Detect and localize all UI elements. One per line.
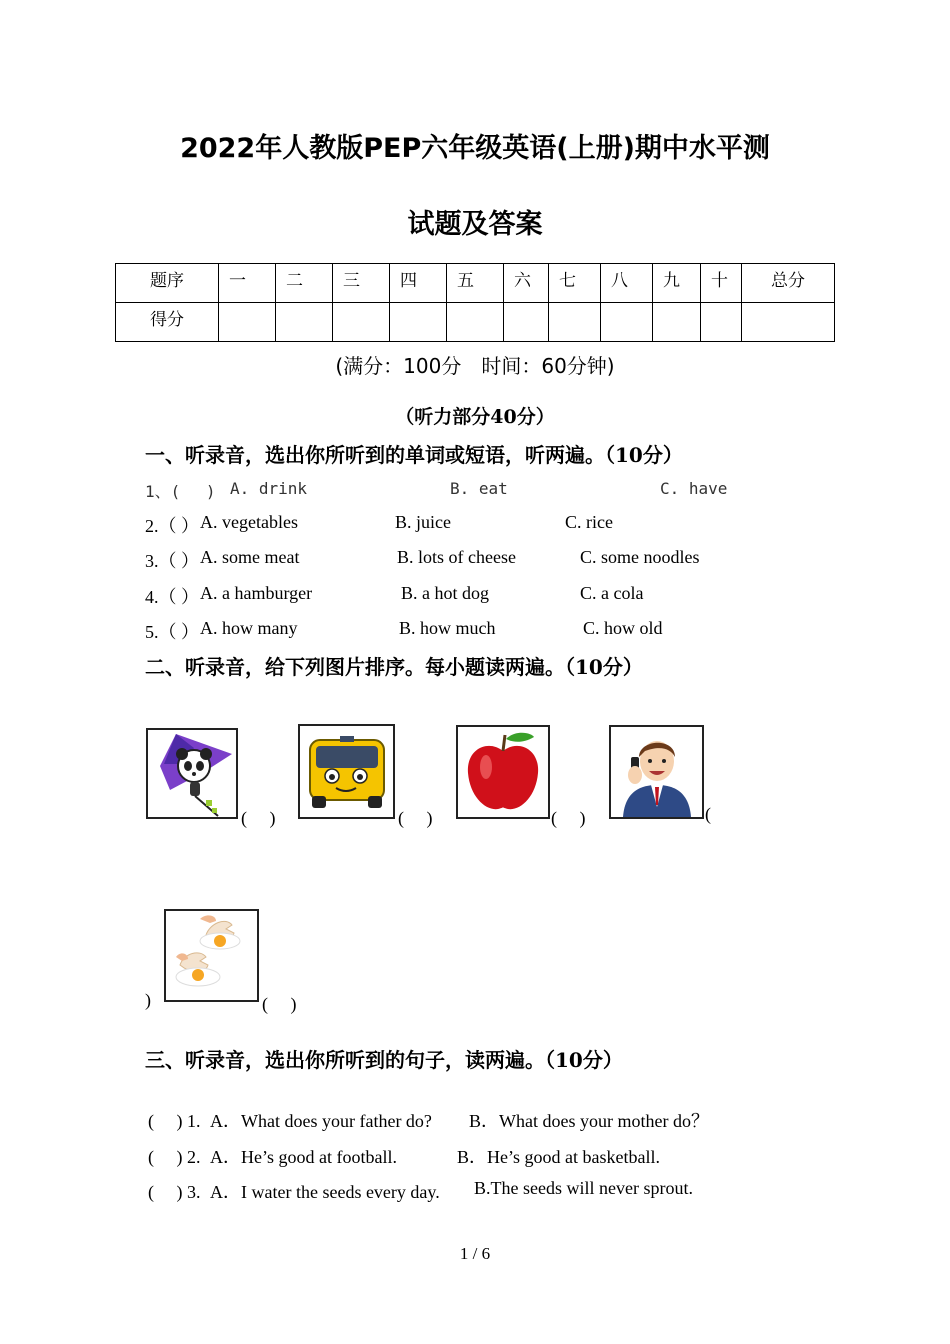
picture-man-phone [609,725,704,819]
table-cell: 七 [549,264,601,303]
answer-paren-1[interactable]: ( ) [241,808,276,828]
s3-q2-option-b[interactable]: B．He’s good at basketball. [457,1147,660,1167]
doc-title-line1: 2022年人教版PEP六年级英语(上册)期中水平测 [180,133,770,164]
bus-icon [300,726,393,817]
score-cell[interactable] [549,303,601,342]
score-cell[interactable] [504,303,549,342]
table-cell: 四 [390,264,447,303]
s3-q1-number: ( ) 1. [148,1111,201,1131]
score-table [115,263,835,342]
apple-icon [458,727,548,817]
score-cell[interactable] [390,303,447,342]
section2-heading: 二、听录音，给下列图片排序。每小题读两遍。（10分） [145,655,643,679]
q1-option-b[interactable]: B. eat [450,479,508,498]
s3-q2-number: ( ) 2. [148,1147,201,1167]
s3-q1-option-b[interactable]: B．What does your mother do？ [469,1111,709,1131]
q1-option-c[interactable]: C. have [660,479,728,498]
answer-paren-4-close[interactable]: ) [145,990,151,1010]
q3-option-b[interactable]: B. lots of cheese [397,547,516,567]
section1-heading: 一、听录音，选出你所听到的单词或短语，听两遍。（10分） [145,443,683,467]
q5-option-c[interactable]: C. how old [583,618,663,638]
eggs-icon [166,911,257,1000]
table-cell: 一 [219,264,276,303]
picture-bus [298,724,395,819]
table-cell: 五 [447,264,504,303]
s3-q1-option-a[interactable]: A．What does your father do? [210,1111,432,1131]
q2-option-b[interactable]: B. juice [395,512,451,532]
table-cell: 题序 [116,264,219,303]
score-cell[interactable] [219,303,276,342]
q5-option-b[interactable]: B. how much [399,618,496,638]
score-cell[interactable] [653,303,701,342]
table-cell: 二 [276,264,333,303]
table-cell: 六 [504,264,549,303]
table-cell: 总分 [742,264,835,303]
exam-info: (满分：100分 时间：60分钟) [335,354,615,378]
q2-option-c[interactable]: C. rice [565,512,613,532]
answer-paren-2[interactable]: ( ) [398,808,433,828]
s3-q3-option-a[interactable]: A．I water the seeds every day. [210,1182,440,1202]
answer-paren-5[interactable]: ( ) [262,994,297,1014]
panda-kite-icon [148,730,236,817]
s3-q3-number: ( ) 3. [148,1182,201,1202]
doc-title-line2: 试题及答案 [407,209,543,240]
score-cell[interactable] [333,303,390,342]
s3-q3-option-b[interactable]: B.The seeds will never sprout. [474,1178,693,1198]
listening-header: （听力部分40分） [395,406,555,428]
picture-apple [456,725,550,819]
table-cell: 九 [653,264,701,303]
man-phone-icon [611,727,702,817]
picture-panda-kite [146,728,238,819]
q4-option-b[interactable]: B. a hot dog [401,583,489,603]
section3-heading: 三、听录音，选出你所听到的句子，读两遍。（10分） [145,1048,623,1072]
q4-number: 4.（ ） [145,587,199,607]
score-cell[interactable] [701,303,742,342]
score-cell[interactable] [447,303,504,342]
q4-option-a[interactable]: A. a hamburger [200,583,313,603]
q3-option-a[interactable]: A. some meat [200,547,300,567]
score-cell[interactable] [742,303,835,342]
q1-option-a[interactable]: A. drink [230,479,308,498]
score-cell[interactable] [601,303,653,342]
table-cell: 十 [701,264,742,303]
q1-number: 1、( ) [145,482,216,501]
table-cell: 得分 [116,303,219,342]
page-number: 1 / 6 [459,1244,491,1263]
q2-number: 2.（ ） [145,516,199,536]
answer-paren-4-open[interactable]: ( [705,804,711,824]
q3-option-c[interactable]: C. some noodles [580,547,700,567]
score-cell[interactable] [276,303,333,342]
q2-option-a[interactable]: A. vegetables [200,512,298,532]
table-cell: 三 [333,264,390,303]
picture-eggs [164,909,259,1002]
score-table-header-row [116,264,835,303]
score-table-score-row [116,303,835,342]
q5-option-a[interactable]: A. how many [200,618,298,638]
answer-paren-3[interactable]: ( ) [551,808,586,828]
q4-option-c[interactable]: C. a cola [580,583,644,603]
q5-number: 5.（ ） [145,622,199,642]
table-cell: 八 [601,264,653,303]
q3-number: 3.（ ） [145,551,199,571]
s3-q2-option-a[interactable]: A．He’s good at football. [210,1147,397,1167]
